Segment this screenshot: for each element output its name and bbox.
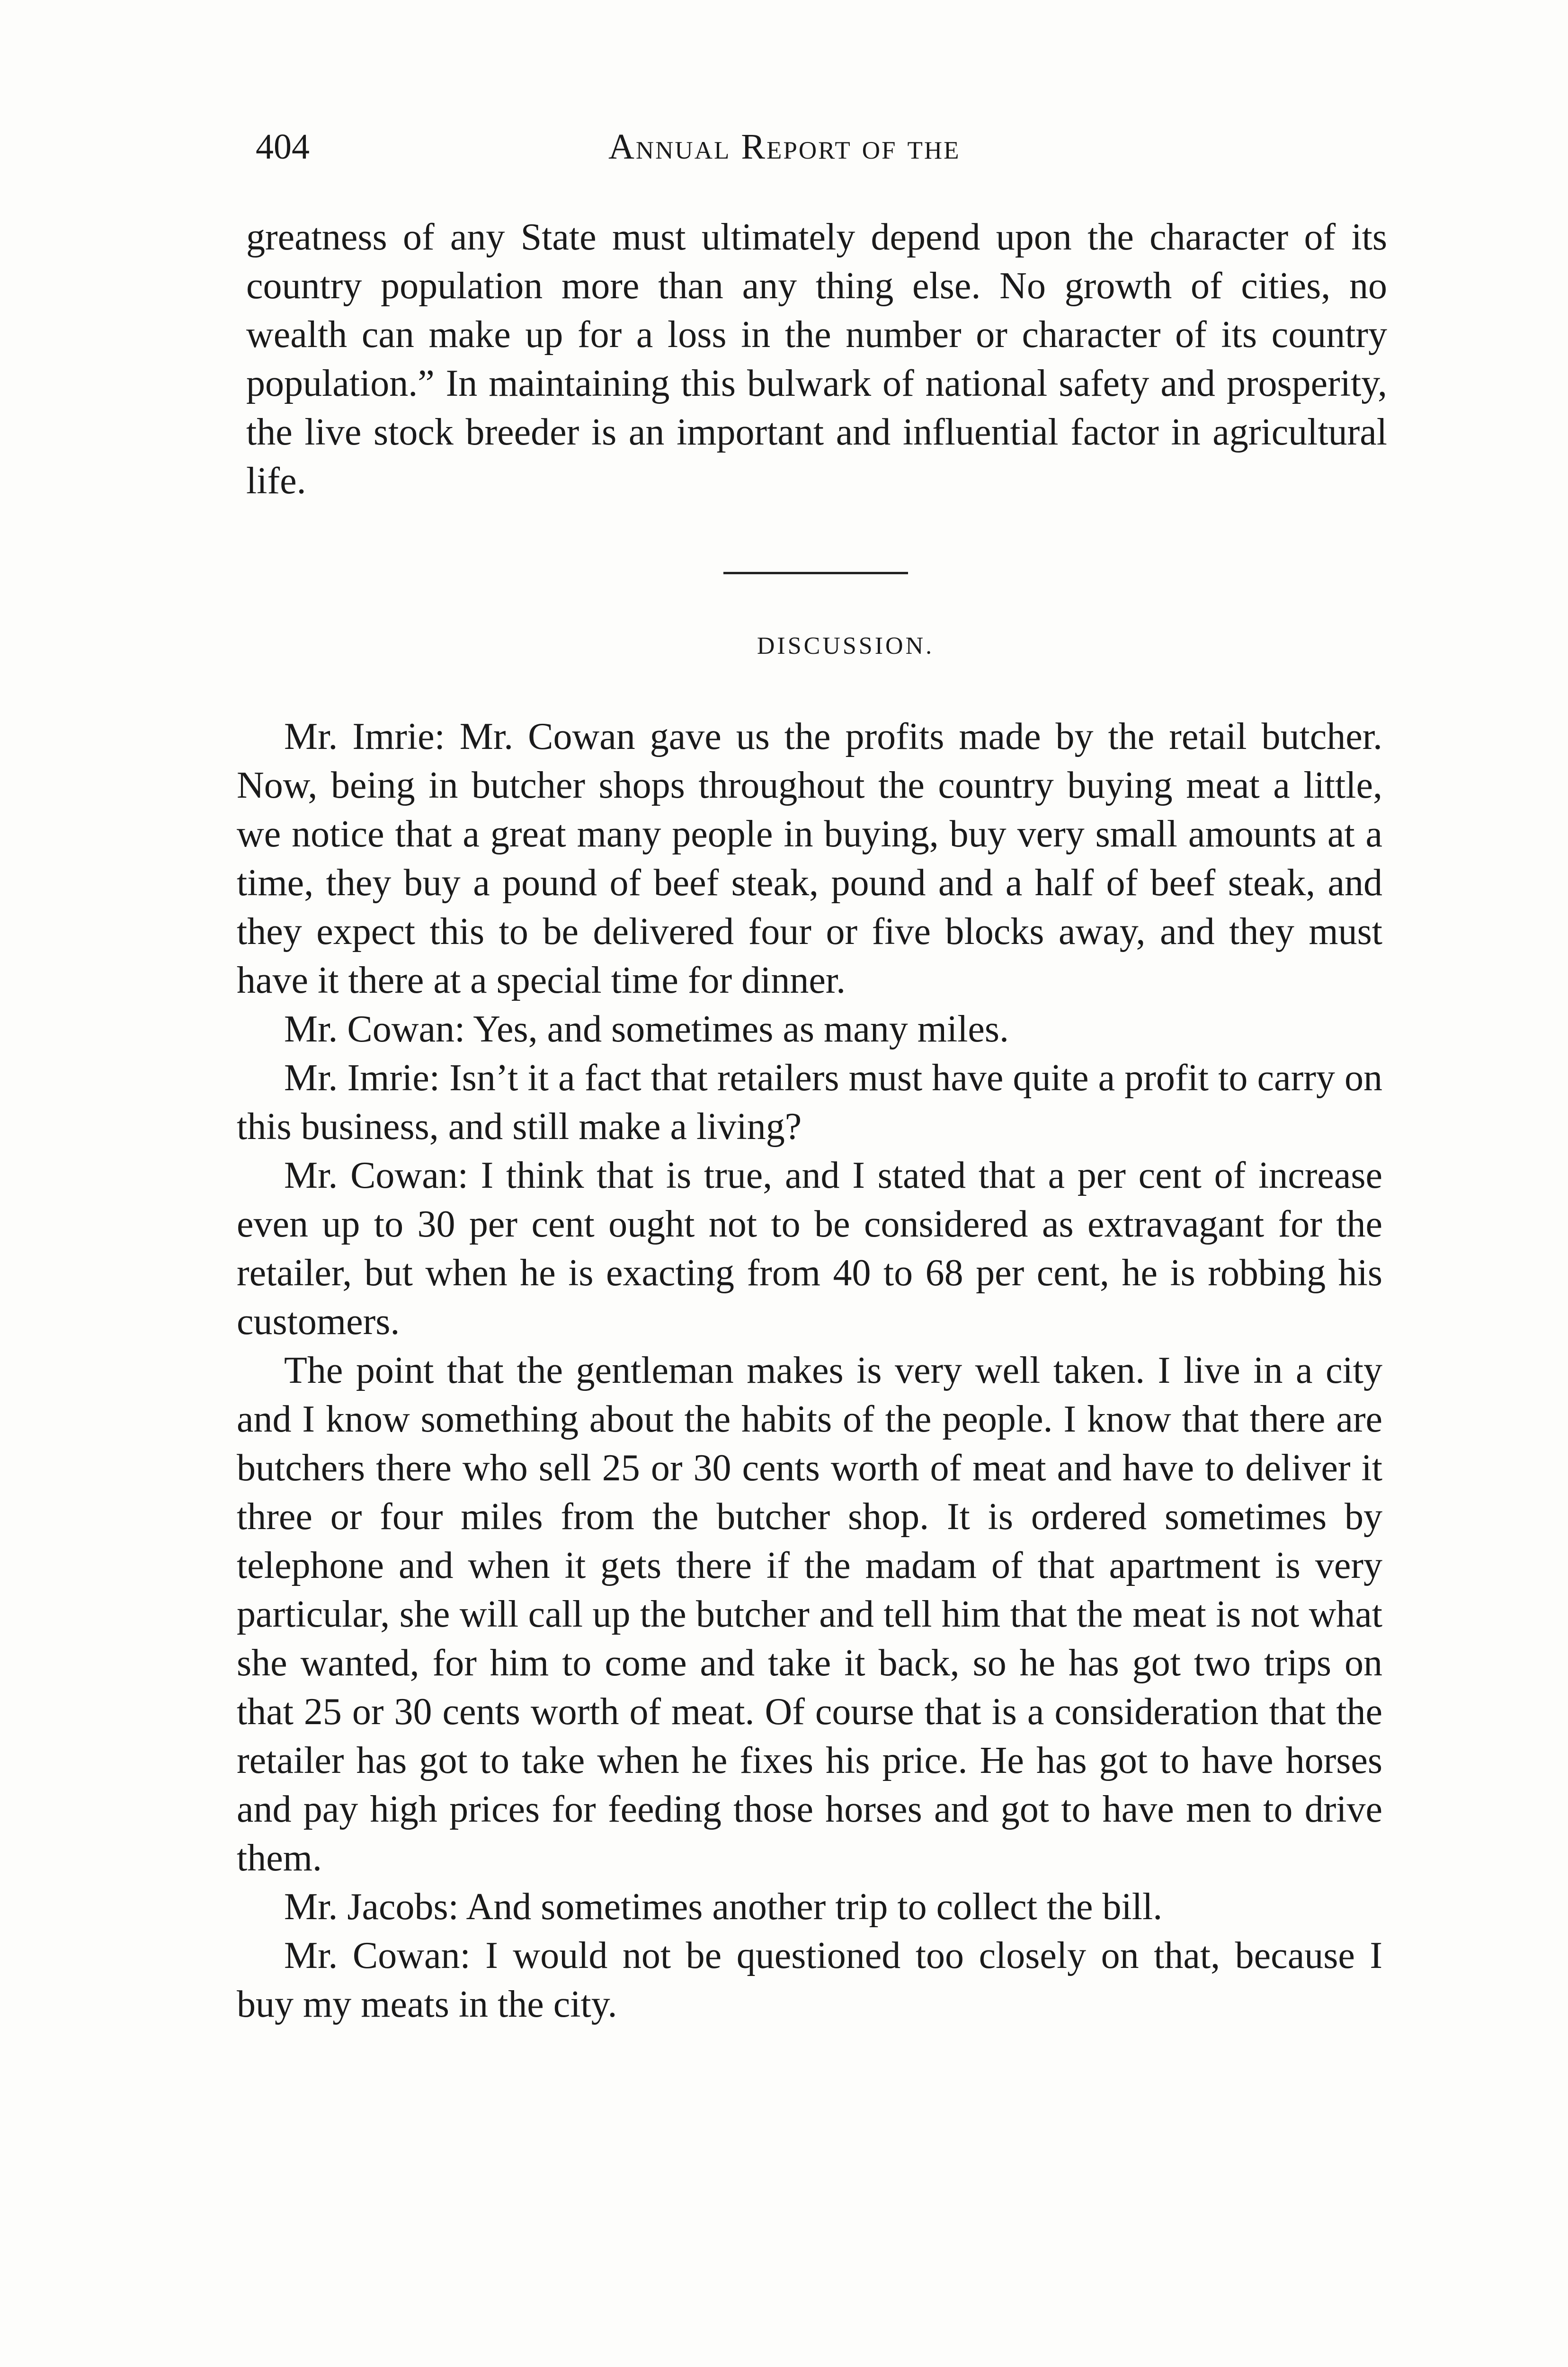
discussion-paragraph: Mr. Cowan: I think that is true, and I stated that a per cent of increase even up to 30 per cent ought not to be considered as extravagant for the retailer, but when he is exacting from 40 to 68 per cent, he is robbing his customers. — [237, 1155, 1382, 1343]
discussion-paragraph: Mr. Imrie: Mr. Cowan gave us the profits made by the retail butcher. Now, being in butcher shops throughout the country buying meat a little, we notice that a great many people in buying, buy very small amounts at a time, they buy a pound of beef steak, pound and a half of beef steak, and they expect this to be delivered four or five blocks away, and they must have it there at a special time for dinner. — [237, 716, 1382, 1001]
discussion-paragraph: Mr. Jacobs: And sometimes another trip to collect the bill. — [284, 1886, 1163, 1928]
discussion-paragraph: Mr. Cowan: I would not be questioned too closely on that, because I buy my meats in the city. — [237, 1935, 1382, 2025]
running-head: Annual Report of the — [608, 127, 961, 167]
page-header — [256, 121, 1392, 173]
section-title: DISCUSSION. — [757, 632, 935, 659]
discussion-paragraph: The point that the gentleman makes is very well taken. I live in a city and I know something about the habits of the people. I know that there are butchers there who sell 25 or 30 cents worth of meat and have to deliver it three or four miles from the butcher shop. It is ordered sometimes by telephone and when it gets there if the madam of that apartment is very particular, she will call up the butcher and tell him that the meat is not what she wanted, for him to come and take it back, so he has got two trips on that 25 or 30 cents worth of meat. Of course that is a consideration that the retailer has got to take when he fixes his price. He has got to have horses and pay high prices for feeding those horses and got to have men to drive them. — [237, 1350, 1382, 1879]
discussion-paragraph: Mr. Cowan: Yes, and sometimes as many miles. — [284, 1008, 1009, 1050]
page-number: 404 — [256, 127, 310, 167]
intro-text — [246, 213, 1387, 506]
discussion-body — [237, 712, 1382, 2029]
section-divider — [723, 572, 908, 574]
intro-paragraph: greatness of any State must ultimately depend upon the character of its country population more than any thing else. No growth of cities, no wealth can make up for a loss in the number or character of its country population.” In maintaining this bulwark of national safety and prosperity, the live stock breeder is an important and influential factor in agricultural life. — [246, 216, 1387, 502]
discussion-paragraph: Mr. Imrie: Isn’t it a fact that retailers must have quite a profit to carry on this business, and still make a living? — [237, 1057, 1382, 1148]
